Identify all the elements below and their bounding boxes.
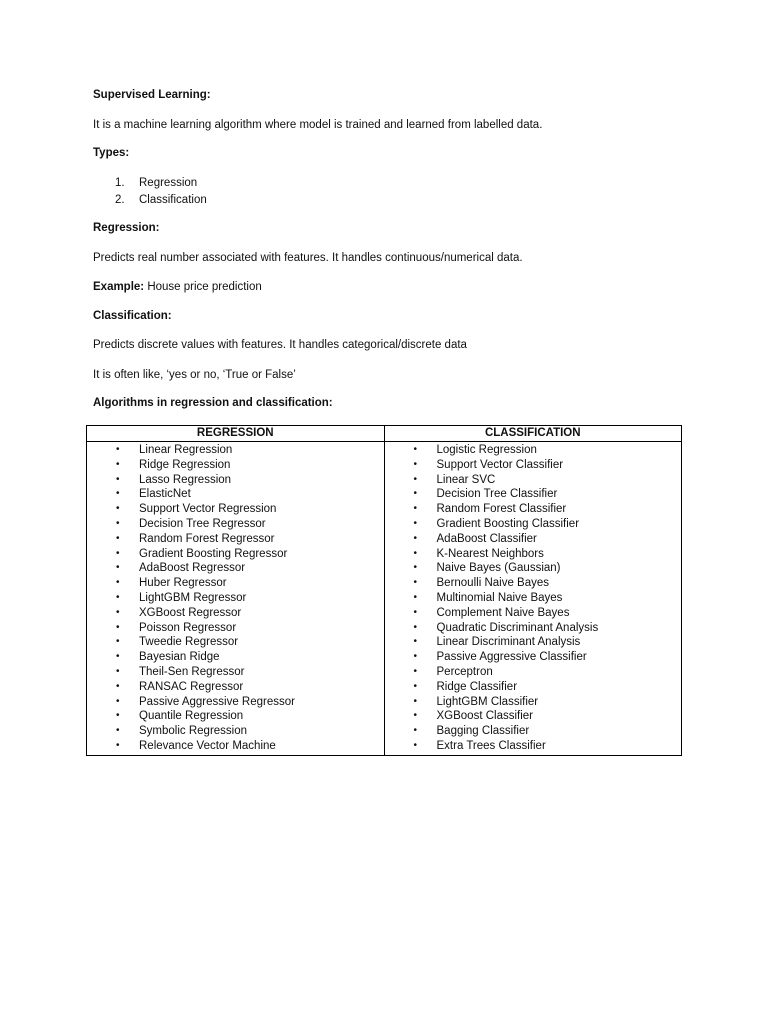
bullet-icon: •	[116, 562, 120, 574]
heading-types: Types:	[93, 147, 130, 159]
list-item-label: ElasticNet	[139, 488, 191, 501]
bullet-icon: •	[413, 621, 418, 633]
list-item-label: Extra Trees Classifier	[436, 739, 546, 752]
list-item	[385, 650, 682, 665]
bullet-icon: •	[413, 739, 418, 751]
list-item	[385, 709, 682, 724]
list-item	[87, 458, 384, 473]
bullet-icon: •	[413, 710, 418, 722]
list-item-label: Regression	[139, 177, 198, 189]
list-item	[87, 695, 384, 710]
bullet-icon: •	[116, 651, 120, 663]
bullet-icon: •	[413, 458, 418, 470]
bullet-icon: •	[413, 473, 418, 485]
regression-list	[87, 442, 384, 755]
list-item-label: Lasso Regression	[139, 473, 232, 486]
heading-regression: Regression:	[93, 222, 160, 234]
list-item-label: Support Vector Classifier	[436, 458, 564, 471]
list-item-label: Random Forest Classifier	[436, 503, 567, 516]
list-item	[385, 665, 682, 680]
list-item-label: Linear SVC	[436, 473, 496, 486]
list-item-label: Linear Regression	[139, 444, 233, 456]
list-item	[87, 621, 384, 636]
bullet-icon: •	[116, 710, 120, 722]
bullet-icon: •	[116, 665, 120, 677]
list-item	[385, 487, 682, 502]
classification-cell	[384, 442, 682, 756]
list-item-label: LightGBM Regressor	[139, 591, 247, 604]
list-item-label: Passive Aggressive Regressor	[139, 695, 295, 708]
bullet-icon: •	[413, 636, 418, 648]
list-item-label: Support Vector Regression	[139, 503, 277, 516]
list-item	[87, 665, 384, 680]
bullet-icon: •	[413, 695, 418, 707]
list-item-label: Tweedie Regressor	[139, 636, 239, 649]
list-item-label: AdaBoost Regressor	[139, 562, 246, 575]
list-item	[385, 739, 682, 754]
list-item	[385, 680, 682, 695]
list-item-label: Poisson Regressor	[139, 621, 237, 634]
regression-cell	[87, 442, 385, 756]
example-label: Example:	[93, 281, 145, 293]
list-item	[385, 502, 682, 517]
list-item	[87, 724, 384, 739]
bullet-icon: •	[413, 577, 418, 589]
bullet-icon: •	[116, 725, 120, 737]
bullet-icon: •	[116, 488, 120, 500]
list-item	[87, 547, 384, 562]
list-item	[385, 724, 682, 739]
column-header-classification: CLASSIFICATION	[384, 426, 682, 442]
list-item-label: XGBoost Classifier	[436, 710, 534, 723]
list-item-label: Multinomial Naive Bayes	[436, 591, 563, 604]
list-item	[87, 502, 384, 517]
bullet-icon: •	[116, 621, 120, 633]
list-item	[385, 695, 682, 710]
bullet-icon: •	[413, 680, 418, 692]
list-item-label: Linear Discriminant Analysis	[436, 636, 581, 649]
list-item-label: Ridge Classifier	[436, 680, 518, 693]
list-item	[87, 487, 384, 502]
bullet-icon: •	[116, 547, 120, 559]
list-item-label: AdaBoost Classifier	[436, 532, 537, 545]
list-item-label: LightGBM Classifier	[436, 695, 539, 708]
list-item-label: Perceptron	[436, 665, 493, 678]
column-header-regression: REGRESSION	[87, 426, 385, 442]
example-text: House price prediction	[144, 281, 262, 293]
list-item	[385, 606, 682, 621]
list-item-label: Symbolic Regression	[139, 725, 248, 738]
list-item	[385, 561, 682, 576]
bullet-icon: •	[116, 473, 120, 485]
list-item-label: Bagging Classifier	[436, 725, 530, 738]
list-item-label: Theil-Sen Regressor	[139, 665, 245, 678]
intro-paragraph: It is a machine learning algorithm where model is trained and learned from labelled data.	[93, 119, 543, 131]
bullet-icon: •	[116, 517, 120, 529]
bullet-icon: •	[413, 651, 418, 663]
bullet-icon: •	[116, 739, 120, 751]
algorithms-table	[86, 425, 682, 756]
classification-description: Predicts discrete values with features. It handles categorical/discrete data	[93, 339, 467, 351]
bullet-icon: •	[116, 606, 120, 618]
list-item	[87, 635, 384, 650]
list-item	[385, 517, 682, 532]
list-item	[385, 443, 682, 458]
bullet-icon: •	[116, 532, 120, 544]
list-item	[87, 709, 384, 724]
list-item	[87, 606, 384, 621]
list-item-label: Classification	[139, 194, 207, 206]
bullet-icon: •	[413, 532, 418, 544]
bullet-icon: •	[116, 695, 120, 707]
list-item-label: Logistic Regression	[436, 444, 537, 456]
bullet-icon: •	[413, 547, 418, 559]
bullet-icon: •	[116, 636, 120, 648]
list-item-label: K-Nearest Neighbors	[436, 547, 544, 560]
list-item	[87, 591, 384, 606]
list-item	[87, 576, 384, 591]
list-item-label: Huber Regressor	[139, 577, 227, 590]
list-item	[87, 561, 384, 576]
list-item	[385, 621, 682, 636]
list-item-label: Relevance Vector Machine	[139, 739, 276, 752]
bullet-icon: •	[413, 503, 418, 515]
bullet-icon: •	[413, 562, 418, 574]
list-item	[385, 458, 682, 473]
list-item-label: RANSAC Regressor	[139, 680, 244, 693]
list-item	[87, 650, 384, 665]
list-number: 2.	[115, 194, 125, 206]
list-item-label: Decision Tree Regressor	[139, 517, 266, 530]
regression-description: Predicts real number associated with features. It handles continuous/numerical data.	[93, 252, 523, 264]
list-item	[385, 532, 682, 547]
bullet-icon: •	[413, 606, 418, 618]
bullet-icon: •	[413, 444, 418, 455]
list-number: 1.	[115, 177, 125, 189]
list-item-label: Ridge Regression	[139, 458, 231, 471]
list-item-label: Quadratic Discriminant Analysis	[436, 621, 599, 634]
heading-classification: Classification:	[93, 310, 172, 322]
bullet-icon: •	[116, 444, 120, 455]
list-item-label: Naive Bayes (Gaussian)	[436, 562, 561, 575]
list-item-label: Random Forest Regressor	[139, 532, 275, 545]
list-item	[385, 591, 682, 606]
bullet-icon: •	[413, 488, 418, 500]
table-row	[87, 442, 682, 756]
bullet-icon: •	[116, 577, 120, 589]
bullet-icon: •	[116, 680, 120, 692]
list-item	[385, 576, 682, 591]
classification-note: It is often like, ‘yes or no, ‘True or False’	[93, 369, 296, 381]
bullet-icon: •	[413, 665, 418, 677]
bullet-icon: •	[116, 503, 120, 515]
list-item-label: Gradient Boosting Classifier	[436, 517, 580, 530]
table-header-row	[87, 426, 682, 442]
list-item-label: XGBoost Regressor	[139, 606, 242, 619]
list-item-label: Gradient Boosting Regressor	[139, 547, 288, 560]
list-item-label: Complement Naive Bayes	[436, 606, 570, 619]
bullet-icon: •	[413, 591, 418, 603]
list-item	[87, 739, 384, 754]
list-item	[87, 680, 384, 695]
example-line	[93, 280, 262, 294]
list-item	[87, 473, 384, 488]
list-item-label: Decision Tree Classifier	[436, 488, 558, 501]
classification-list	[385, 442, 682, 755]
list-item-label: Bayesian Ridge	[139, 651, 220, 664]
list-item	[87, 517, 384, 532]
list-item-label: Passive Aggressive Classifier	[436, 651, 587, 664]
heading-algorithms: Algorithms in regression and classification:	[93, 397, 333, 409]
bullet-icon: •	[116, 591, 120, 603]
list-item	[87, 532, 384, 547]
list-item	[385, 547, 682, 562]
list-item-label: Quantile Regression	[139, 710, 244, 723]
list-item	[385, 473, 682, 488]
bullet-icon: •	[413, 517, 418, 529]
heading-supervised-learning: Supervised Learning:	[93, 89, 211, 101]
list-item	[87, 443, 384, 458]
list-item-label: Bernoulli Naive Bayes	[436, 577, 550, 590]
bullet-icon: •	[413, 725, 418, 737]
list-item	[385, 635, 682, 650]
bullet-icon: •	[116, 458, 120, 470]
